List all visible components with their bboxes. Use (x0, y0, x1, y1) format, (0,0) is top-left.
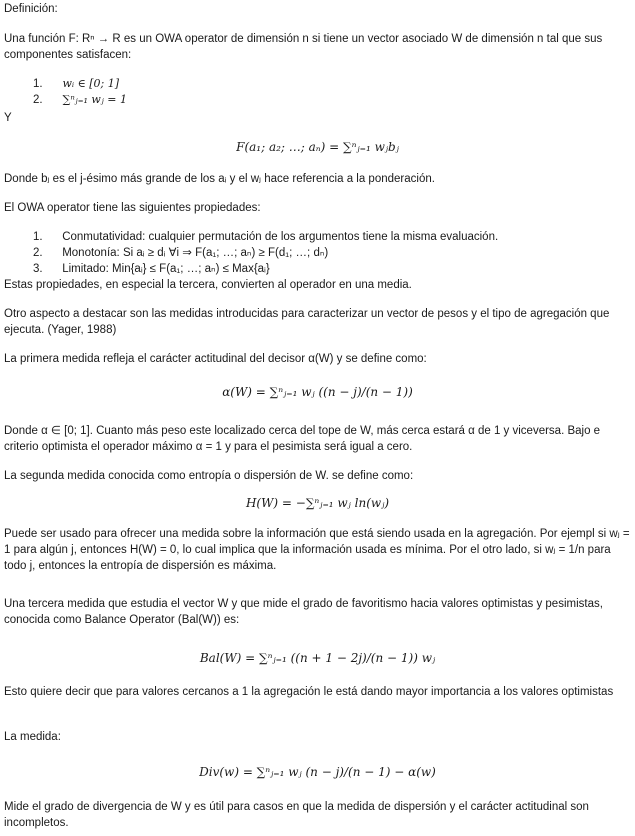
property-3: 3. Limitado: Min{aᵢ} ≤ F(a₁; …; aₙ) ≤ Max{aᵢ} (33, 263, 270, 275)
properties-intro: El OWA operator tiene las siguientes propiedades: (4, 202, 261, 214)
equation-entropy: H(W) = −∑ⁿⱼ₌₁ wⱼ ln(wⱼ) (245, 496, 390, 510)
equation-owa: F(a₁; a₂; …; aₙ) = ∑ⁿⱼ₌₁ wⱼbⱼ (236, 140, 399, 154)
condition-2: 2. ∑ⁿⱼ₌₁ wⱼ = 1 (33, 93, 127, 106)
esto-paragraph: Esto quiere decir que para valores cercanos a 1 la agregación le está dando mayor importancia a los valores optimistas (4, 686, 614, 698)
definition-heading: Definición: (4, 3, 58, 15)
otro-paragraph: Otro aspecto a destacar son las medidas introducidas para caracterizar un vector de pesos y el tipo de agregación que ejecuta. (Yager, 1988) (4, 308, 610, 336)
property-2: 2. Monotonía: Si aᵢ ≥ dᵢ ∀i ⇒ F(a₁; …; aₙ) ≥ F(d₁; …; dₙ) (33, 247, 329, 259)
property-1: 1. Conmutatividad: cualquier permutación de los argumentos tiene la misma evaluación. (33, 231, 499, 243)
segunda-paragraph: La segunda medida conocida como entropía o dispersión de W. se define como: (4, 470, 414, 482)
intro-paragraph: Una función F: Rⁿ → R es un OWA operator de dimensión n si tiene un vector asociado W de dimensión n tal que sus componentes satisfacen: (4, 33, 603, 61)
primera-paragraph: La primera medida refleja el carácter actitudinal del decisor α(W) y se define como: (4, 353, 427, 365)
mide-paragraph: Mide el grado de divergencia de W y es útil para casos en que la medida de dispersión y el carácter actitudinal son incompletos. (4, 801, 589, 829)
donde-paragraph-2: Donde α ∈ [0; 1]. Cuanto más peso este localizado cerca del tope de W, más cerca estará α de 1 y viceversa. Bajo e criterio optimista el operador máximo α = 1 y para el pesimista será igual a cero. (4, 425, 601, 453)
donde-paragraph-1: Donde bⱼ es el j-ésimo más grande de los aᵢ y el wⱼ hace referencia a la ponderación. (4, 173, 435, 185)
condition-1: 1. wᵢ ∈ [0; 1] (33, 77, 120, 90)
tercera-paragraph: Una tercera medida que estudia el vector W y que mide el grado de favoritismo hacia valores optimistas y pesimistas, conocida como Balance Operator (Bal(W)) es: (4, 598, 603, 626)
equation-balance: Bal(W) = ∑ⁿⱼ₌₁ ((n + 1 − 2j)/(n − 1)) wⱼ (199, 651, 436, 665)
y-connector: Y (4, 112, 12, 124)
properties-note: Estas propiedades, en especial la tercera, convierten al operador en una media. (4, 279, 412, 291)
equation-divergence: Div(w) = ∑ⁿⱼ₌₁ wⱼ (n − j)/(n − 1) − α(w) (199, 765, 436, 779)
puede-paragraph: Puede ser usado para ofrecer una medida sobre la información que está siendo usada en la agregación. Por ejempl si wⱼ = 1 para algún j, entonces H(W) = 0, lo cual implica que la información usada es mínima. Por el otro lado, si wⱼ = 1/n para todo j, entonces la entropía de dispersión es máxima. (4, 528, 630, 572)
medida-label: La medida: (4, 731, 61, 743)
equation-alpha: α(W) = ∑ⁿⱼ₌₁ wⱼ ((n − j)/(n − 1)) (222, 385, 413, 399)
